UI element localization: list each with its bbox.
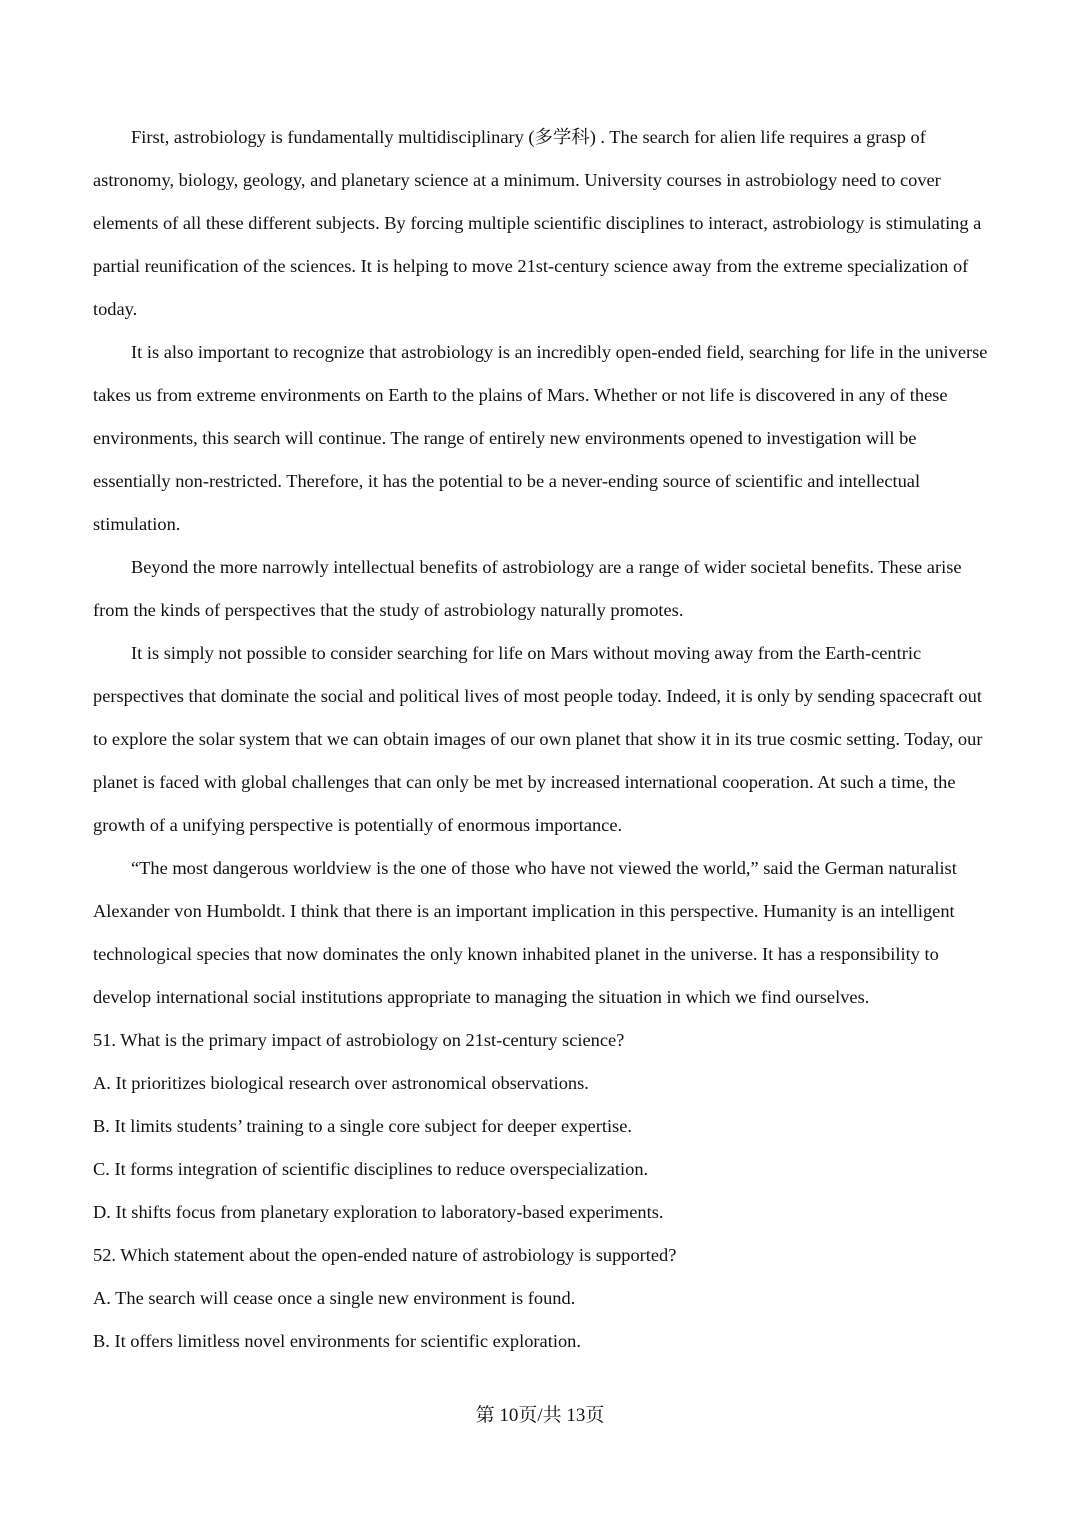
question-option-b: B. It limits students’ training to a single core subject for deeper expertise. — [93, 1116, 632, 1136]
passage-paragraph-5: “The most dangerous worldview is the one of those who have not viewed the world,” said the German naturalist Alexander von Humboldt. I think that there is an important implication in this perspective. Humanity is an intelligent technological species that now dominates the only known inhabited planet in the universe. It has a responsibility to develop international social institutions appropriate to managing the situation in which we find ourselves. — [93, 858, 957, 1007]
passage-paragraph-3: Beyond the more narrowly intellectual benefits of astrobiology are a range of wider societal benefits. These arise from the kinds of perspectives that the study of astrobiology naturally promotes. — [93, 557, 962, 620]
question-option-a: A. It prioritizes biological research over astronomical observations. — [93, 1073, 589, 1093]
question-option-a: A. The search will cease once a single new environment is found. — [93, 1288, 576, 1308]
question-stem: 52. Which statement about the open-ended nature of astrobiology is supported? — [93, 1245, 677, 1265]
question-option-c: C. It forms integration of scientific disciplines to reduce overspecialization. — [93, 1159, 649, 1179]
passage-paragraph-1: First, astrobiology is fundamentally multidisciplinary (多学科) . The search for alien life requires a grasp of astronomy, biology, geology, and planetary science at a minimum. University courses in astrobiology need to cover elements of all these different subjects. By forcing multiple scientific disciplines to interact, astrobiology is stimulating a partial reunification of the sciences. It is helping to move 21st-century science away from the extreme specialization of today. — [93, 127, 982, 319]
question-option-b: B. It offers limitless novel environments for scientific exploration. — [93, 1331, 581, 1351]
page-content — [93, 116, 988, 1363]
question-52 — [93, 1234, 988, 1363]
page-number-footer: 第 10页/共 13页 — [475, 1405, 605, 1426]
passage-paragraph-4: It is simply not possible to consider searching for life on Mars without moving away from the Earth-centric perspectives that dominate the social and political lives of most people today. Indeed, it is only by sending spacecraft out to explore the solar system that we can obtain images of our own planet that show it in its true cosmic setting. Today, our planet is faced with global challenges that can only be met by increased international cooperation. At such a time, the growth of a unifying perspective is potentially of enormous importance. — [93, 643, 983, 835]
question-stem: 51. What is the primary impact of astrobiology on 21st-century science? — [93, 1030, 625, 1050]
passage-paragraph-2: It is also important to recognize that astrobiology is an incredibly open-ended field, searching for life in the universe takes us from extreme environments on Earth to the plains of Mars. Whether or not life is discovered in any of these environments, this search will continue. The range of entirely new environments opened to investigation will be essentially non-restricted. Therefore, it has the potential to be a never-ending source of scientific and intellectual stimulation. — [93, 342, 988, 534]
question-51 — [93, 1019, 988, 1234]
question-option-d: D. It shifts focus from planetary exploration to laboratory-based experiments. — [93, 1202, 664, 1222]
